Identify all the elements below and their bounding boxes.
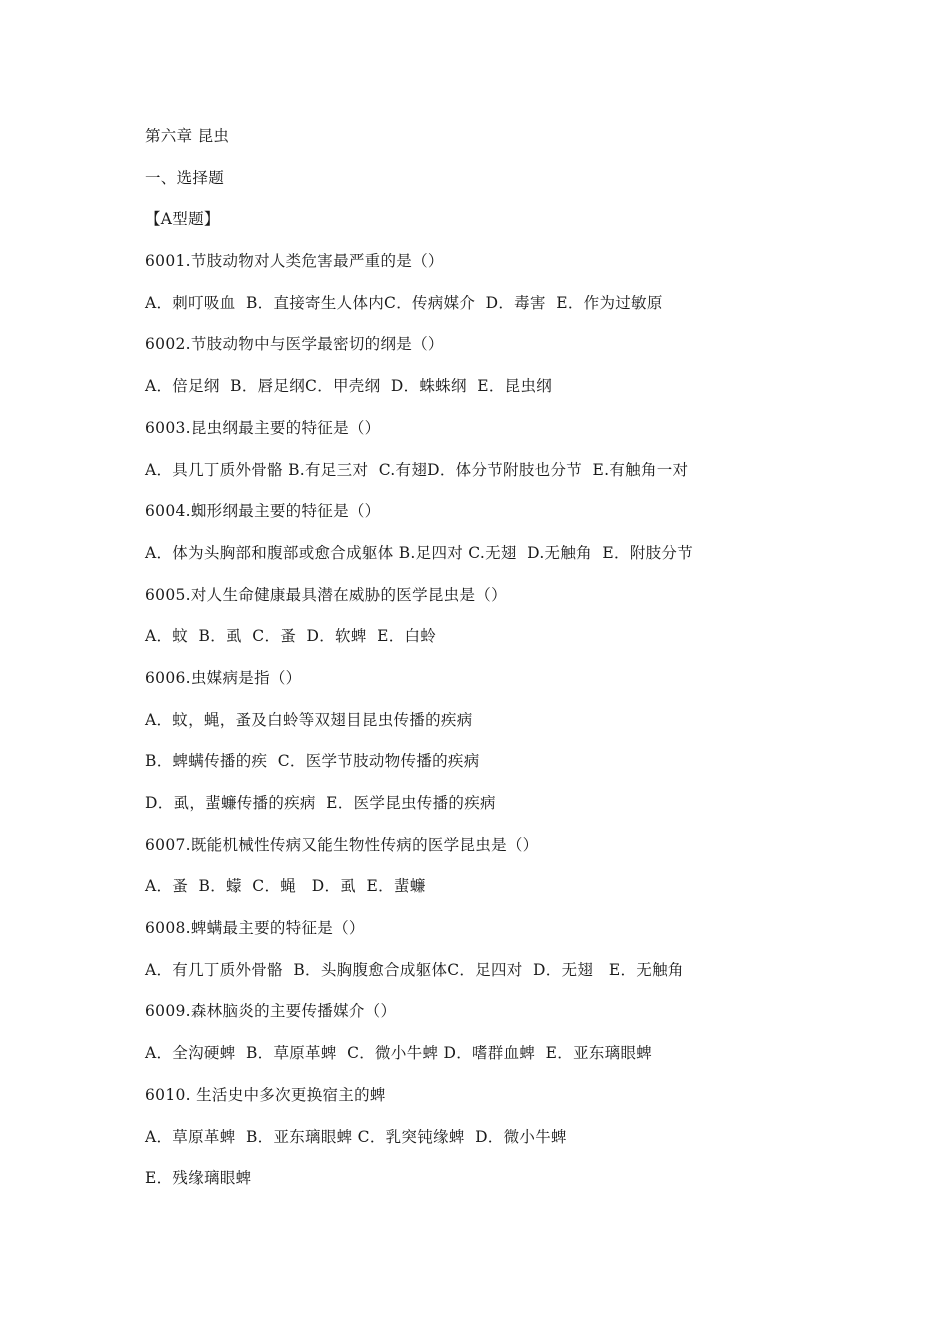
chapter-title: 第六章 昆虫: [145, 127, 230, 145]
options-6006-a: A．蚊，蝇，蚤及白蛉等双翅目昆虫传播的疾病: [145, 710, 473, 729]
options-6001: A．刺叮吸血 B．直接寄生人体内C．传病媒介 D．毒害 E．作为过敏原: [145, 293, 663, 312]
question-6007: 6007.既能机械性传病又能生物性传病的医学昆虫是（）: [145, 835, 539, 854]
options-6004: A．体为头胸部和腹部或愈合成躯体 B.足四对 C.无翅 D.无触角 E．附肢分节: [145, 543, 694, 562]
section-heading: 一、选择题: [145, 168, 225, 187]
question-6005: 6005.对人生命健康最具潜在威胁的医学昆虫是（）: [145, 585, 507, 604]
options-6002: A．倍足纲 B．唇足纲C．甲壳纲 D．蛛蛛纲 E．昆虫纲: [145, 377, 553, 396]
question-type-heading: 【A型题】: [145, 210, 220, 229]
options-6006-de: D．虱，蜚蠊传播的疾病 E．医学昆虫传播的疾病: [145, 794, 496, 812]
question-6001: 6001.节肢动物对人类危害最严重的是（）: [145, 252, 444, 271]
question-6004: 6004.蜘形纲最主要的特征是（）: [145, 502, 381, 521]
options-6005: A．蚊 B．虱 C．蚤 D．软蜱 E．白蛉: [145, 627, 437, 646]
document-body: [145, 122, 885, 1206]
question-6009: 6009.森林脑炎的主要传播媒介（）: [145, 1002, 397, 1021]
question-6010: 6010. 生活史中多次更换宿主的蜱: [145, 1085, 386, 1104]
options-6010-abcd: A．草原革蜱 B．亚东璃眼蜱 C．乳突钝缘蜱 D．微小牛蜱: [145, 1127, 567, 1146]
question-6006: 6006.虫媒病是指（）: [145, 668, 302, 687]
options-6007: A．蚤 B．蠓 C．蝇 D．虱 E．蜚蠊: [145, 877, 426, 896]
question-6003: 6003.昆虫纲最主要的特征是（）: [145, 418, 381, 437]
options-6008: A．有几丁质外骨骼 B．头胸腹愈合成躯体C．足四对 D．无翅 E．无触角: [145, 960, 684, 979]
options-6003: A．具几丁质外骨骼 B.有足三对 C.有翅D．体分节附肢也分节 E.有触角一对: [145, 460, 689, 479]
options-6010-e: E．残缘璃眼蜱: [145, 1169, 252, 1188]
question-6008: 6008.蜱螨最主要的特征是（）: [145, 919, 365, 938]
question-6002: 6002.节肢动物中与医学最密切的纲是（）: [145, 335, 444, 354]
options-6009: A．全沟硬蜱 B．草原革蜱 C．微小牛蜱 D．嗜群血蜱 E．亚东璃眼蜱: [145, 1044, 653, 1063]
options-6006-bc: B．蜱螨传播的疾 C．医学节肢动物传播的疾病: [145, 752, 480, 771]
